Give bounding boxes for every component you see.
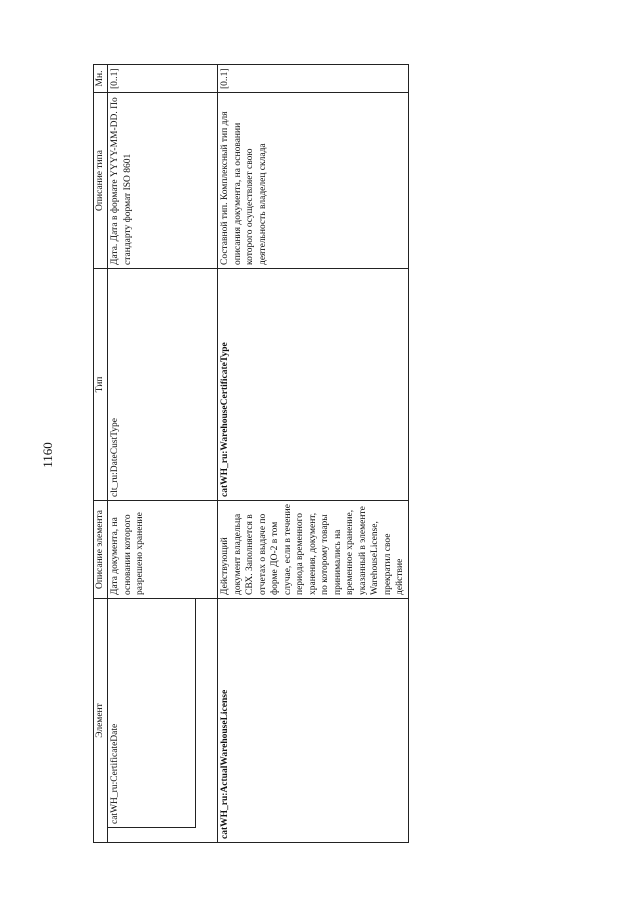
header-type: Тип [94, 269, 108, 501]
cell-type: clt_ru:DateCustType [108, 269, 218, 501]
page-number: 1160 [40, 442, 55, 468]
cell-type-description: Составной тип. Комплексный тип для описания документа, на основании которого осуществляет свою деятельность владелец склада [218, 93, 409, 269]
cell-element [108, 599, 218, 843]
cell-multiplicity: [0..1] [218, 65, 409, 93]
cell-multiplicity: [0..1] [108, 65, 218, 93]
cell-type-description: Дата. Дата в формате YYYY-MM-DD. По стандарту формат ISO 8601 [108, 93, 218, 269]
cell-element-description: Дата документа, на основании которого разрешено хранение [108, 501, 218, 599]
element-table [93, 64, 409, 843]
cell-type: catWH_ru:WarehouseCertificateType [218, 269, 409, 501]
header-element: Элемент [94, 599, 108, 843]
cell-element: catWH_ru:ActualWarehouseLicense [218, 599, 409, 843]
element-name: catWH_ru:CertificateDate [110, 723, 120, 824]
rotated-table-container [93, 65, 404, 843]
header-element-description: Описание элемента [94, 501, 108, 599]
header-type-description: Описание типа [94, 93, 108, 269]
table-row [108, 65, 218, 843]
cell-element-description: Действующий документ владельца СВХ. Заполняется в отчетах о выдаче по форме ДО-2 в том случае, если в течение периода временного хранения, документ, по которому товары принимались на временное хранение, указанный в элементе WarehouseLicense, прекратил свое действие [218, 501, 409, 599]
header-multiplicity: Мн. [94, 65, 108, 93]
table-row [218, 65, 409, 843]
table-header-row [94, 65, 108, 843]
